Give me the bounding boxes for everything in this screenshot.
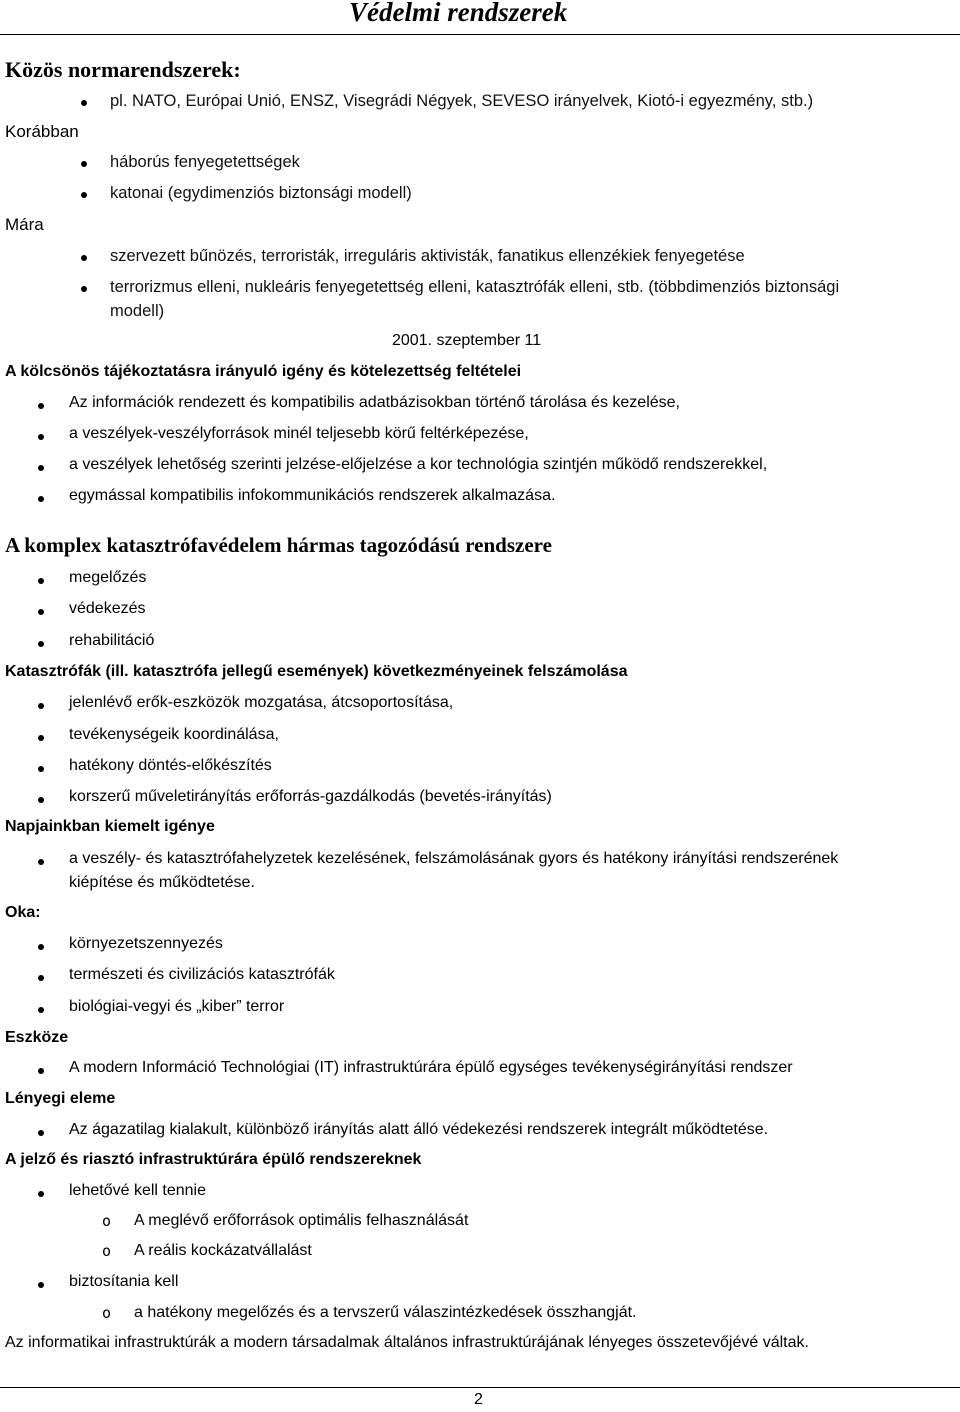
header-rule bbox=[0, 34, 960, 35]
footer-rule bbox=[0, 1387, 960, 1388]
section-heading-complex: A komplex katasztrófavédelem hármas tagozódású rendszere bbox=[5, 533, 552, 557]
page-title: Védelmi rendszerek bbox=[349, 0, 568, 27]
bullet bbox=[38, 859, 44, 865]
label-before: Korábban bbox=[5, 122, 79, 141]
bullet bbox=[38, 1007, 44, 1013]
sub-bullet-marker: o bbox=[102, 1242, 112, 1260]
bullet bbox=[38, 609, 44, 615]
list-item: katonai (egydimenziós biztonsági modell) bbox=[110, 184, 412, 202]
list-item: tevékenységeik koordinálása, bbox=[69, 726, 279, 743]
list-item: háborús fenyegetettségek bbox=[110, 153, 300, 171]
section-heading-demand: Napjainkban kiemelt igénye bbox=[5, 818, 215, 835]
sub-bullet-marker: o bbox=[102, 1212, 112, 1230]
bullet bbox=[81, 255, 87, 261]
list-item: szervezett bűnözés, terroristák, irreguláris aktivisták, fanatikus ellenzékiek fenyegetése bbox=[110, 247, 745, 265]
section-heading-essence: Lényegi eleme bbox=[5, 1090, 116, 1107]
bullet bbox=[38, 735, 44, 741]
section-heading-reason: Oka: bbox=[5, 904, 41, 921]
section-heading-alarm: A jelző és riasztó infrastruktúrára épülő rendszereknek bbox=[5, 1151, 422, 1168]
bullet bbox=[38, 465, 44, 471]
bullet bbox=[38, 797, 44, 803]
list-item: környezetszennyezés bbox=[69, 935, 223, 952]
sub-list-item: A reális kockázatvállalást bbox=[134, 1242, 312, 1259]
list-item-continuation: kiépítése és működtetése. bbox=[69, 874, 255, 891]
bullet bbox=[38, 703, 44, 709]
page-number: 2 bbox=[474, 1391, 483, 1408]
bullet bbox=[81, 100, 87, 106]
sub-list-item: a hatékony megelőzés és a tervszerű válaszintézkedések összhangját. bbox=[134, 1304, 637, 1321]
section-heading-disasters: Katasztrófák (ill. katasztrófa jellegű események) következményeinek felszámolása bbox=[5, 663, 628, 680]
bullet bbox=[81, 161, 87, 167]
list-item: A modern Információ Technológiai (IT) infrastruktúrára épülő egységes tevékenységirányítási rendszer bbox=[69, 1059, 793, 1076]
section-heading-tool: Eszköze bbox=[5, 1029, 69, 1046]
bullet bbox=[38, 578, 44, 584]
bullet bbox=[38, 403, 44, 409]
closing-paragraph: Az informatikai infrastruktúrák a modern társadalmak általános infrastruktúrájának lényeges összetevőjévé váltak. bbox=[5, 1334, 809, 1351]
list-item: pl. NATO, Európai Unió, ENSZ, Visegrádi Négyek, SEVESO irányelvek, Kiotó-i egyezmény, stb.) bbox=[110, 92, 814, 110]
list-item-continuation: modell) bbox=[110, 302, 165, 320]
list-item: jelenlévő erők-eszközök mozgatása, átcsoportosítása, bbox=[69, 694, 454, 711]
list-item: hatékony döntés-előkészítés bbox=[69, 757, 272, 774]
list-item: védekezés bbox=[69, 600, 146, 617]
bullet bbox=[38, 1191, 44, 1197]
list-item: a veszélyek lehetőség szerinti jelzése-előjelzése a kor technológia szintjén működő rendszerekkel, bbox=[69, 456, 768, 473]
list-item: rehabilitáció bbox=[69, 632, 155, 649]
list-item: Az ágazatilag kialakult, különböző irányítás alatt álló védekezési rendszerek integrált működtetése. bbox=[69, 1121, 769, 1138]
bullet bbox=[38, 641, 44, 647]
bullet bbox=[38, 975, 44, 981]
date-label: 2001. szeptember 11 bbox=[392, 332, 542, 349]
list-item: természeti és civilizációs katasztrófák bbox=[69, 966, 335, 983]
bullet bbox=[81, 192, 87, 198]
list-item: egymással kompatibilis infokommunikációs rendszerek alkalmazása. bbox=[69, 487, 556, 504]
section-heading-common: Közös normarendszerek: bbox=[5, 57, 241, 82]
bullet bbox=[38, 496, 44, 502]
section-heading-info: A kölcsönös tájékoztatásra irányuló igény és kötelezettség feltételei bbox=[5, 363, 522, 380]
sub-list-item: A meglévő erőforrások optimális felhasználását bbox=[134, 1212, 469, 1229]
list-item: Az információk rendezett és kompatibilis adatbázisokban történő tárolása és kezelése, bbox=[69, 394, 680, 411]
bullet bbox=[38, 1068, 44, 1074]
bullet bbox=[38, 766, 44, 772]
bullet bbox=[38, 434, 44, 440]
list-item: korszerű műveletirányítás erőforrás-gazdálkodás (bevetés-irányítás) bbox=[69, 788, 552, 805]
list-item: megelőzés bbox=[69, 569, 147, 586]
bullet bbox=[38, 1282, 44, 1288]
list-item: terrorizmus elleni, nukleáris fenyegetettség elleni, katasztrófák elleni, stb. (többdimenziós biztonsági bbox=[110, 278, 840, 296]
list-item: biológiai-vegyi és „kiber” terror bbox=[69, 998, 285, 1015]
sub-bullet-marker: o bbox=[102, 1304, 112, 1322]
list-item: lehetővé kell tennie bbox=[69, 1182, 206, 1199]
list-item: a veszélyek-veszélyforrások minél teljesebb körű feltérképezése, bbox=[69, 425, 529, 442]
label-today: Mára bbox=[5, 215, 44, 234]
list-item: biztosítania kell bbox=[69, 1273, 179, 1290]
bullet bbox=[38, 944, 44, 950]
bullet bbox=[38, 1130, 44, 1136]
list-item: a veszély- és katasztrófahelyzetek kezelésének, felszámolásának gyors és hatékony irányítási rendszerének bbox=[69, 850, 839, 867]
bullet bbox=[81, 286, 87, 292]
